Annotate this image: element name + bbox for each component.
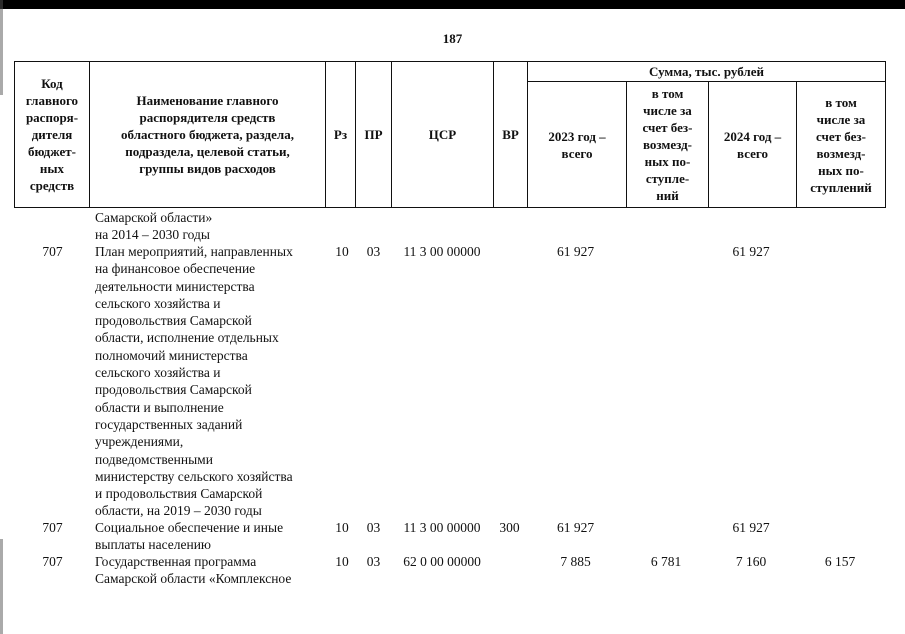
row-2024-total: 7 160 — [735, 554, 767, 569]
table-header — [14, 61, 886, 208]
header-sum-group: Сумма, тыс. рублей — [528, 62, 886, 82]
row-2024-total: 61 927 — [732, 520, 770, 535]
row-rz: 10 — [335, 554, 349, 569]
row-name: Государственная программа Самарской области «Комплексное — [95, 554, 292, 587]
row-2023-total: 61 927 — [556, 244, 595, 259]
row-2024-total: 61 927 — [732, 244, 770, 259]
row-2023-incl: 6 781 — [650, 554, 682, 569]
row-rz: 10 — [335, 520, 349, 535]
row-pr: 03 — [366, 520, 381, 535]
header-pr: ПР — [356, 62, 392, 208]
header-2023-total: 2023 год – всего — [528, 82, 627, 208]
row-rz: 10 — [335, 244, 349, 259]
row-vr: 300 — [499, 520, 520, 535]
header-2024-incl: в том числе за счет без- возмезд- ных по- ступлений — [797, 82, 886, 208]
row-kod: 707 — [42, 244, 63, 259]
row-name: Социальное обеспечение и иные выплаты населению — [95, 520, 284, 553]
row-2023-total: 7 885 — [560, 554, 591, 569]
header-kod: Код главного распоря- дителя бюджет- ных средств — [15, 62, 90, 208]
row-csr: 11 3 00 00000 — [403, 520, 481, 535]
row-csr: 62 0 00 00000 — [403, 554, 481, 569]
row-2023-total: 61 927 — [556, 520, 595, 535]
row-kod: 707 — [42, 520, 63, 535]
page-top-border — [0, 0, 905, 9]
row-kod: 707 — [42, 554, 63, 569]
header-2023-incl: в том числе за счет без- возмезд- ных по- ступле- ний — [627, 82, 709, 208]
page-number: 187 — [442, 31, 463, 46]
row-pr: 03 — [366, 244, 381, 259]
header-vr: ВР — [494, 62, 528, 208]
row-csr: 11 3 00 00000 — [403, 244, 481, 259]
row-name: План мероприятий, направленных на финансовое обеспечение деятельности министерства сельского хозяйства и продовольствия Самарской области, исполнение отдельных полномочий министерства сельского хозяйства и продовольствия Самарской области и выполнение государственных заданий учреждениями, подведомственными министерству сельского хозяйства и продовольствия Самарской области, на 2019 – 2030 годы — [95, 244, 293, 519]
row-name: Самарской области» на 2014 – 2030 годы — [95, 210, 213, 243]
header-rz: Рз — [326, 62, 356, 208]
header-csr: ЦСР — [392, 62, 494, 208]
row-2024-incl: 6 157 — [824, 554, 856, 569]
header-2024-total: 2024 год – всего — [709, 82, 797, 208]
header-name: Наименование главного распорядителя средств областного бюджета, раздела, подраздела, целевой статьи, группы видов расходов — [90, 62, 326, 208]
row-pr: 03 — [366, 554, 381, 569]
scan-edge — [0, 0, 3, 634]
